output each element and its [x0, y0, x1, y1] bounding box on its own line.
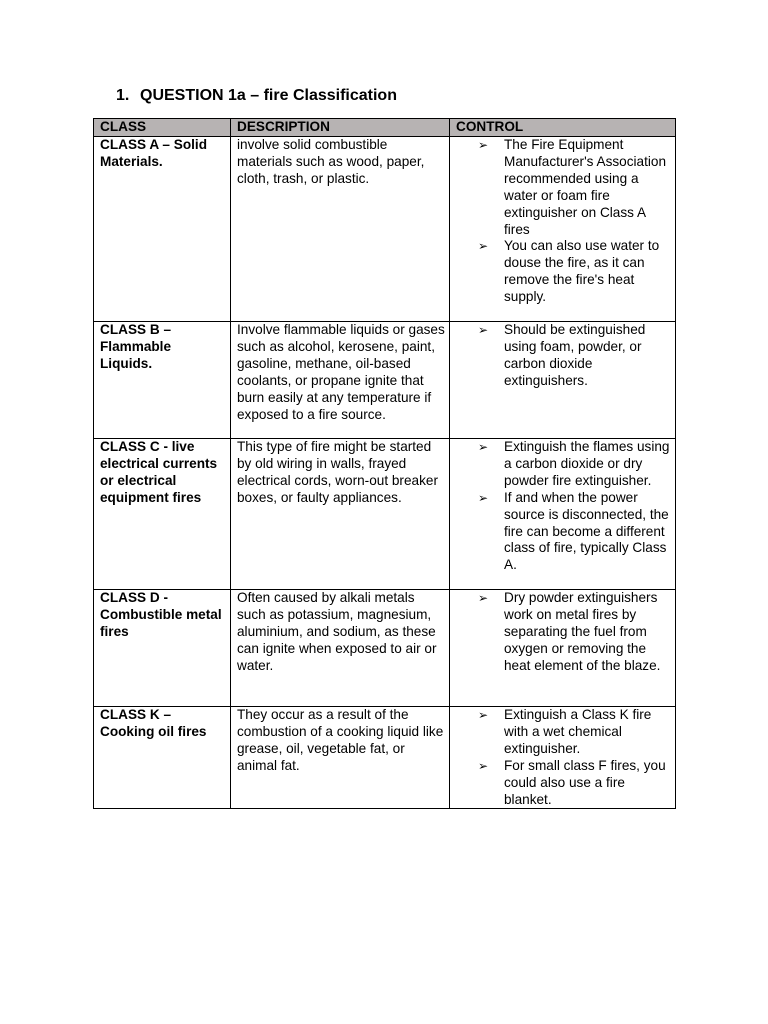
- control-item: [478, 322, 671, 390]
- control-item: [478, 590, 671, 675]
- control-text: The Fire Equipment Manufacturer's Association recommended using a water or foam fire extinguisher on Class A fires: [504, 137, 667, 237]
- fire-classification-table: [93, 118, 676, 809]
- control-list: [456, 439, 671, 574]
- control-cell: [450, 707, 676, 809]
- control-text: You can also use water to douse the fire, as it can remove the fire's heat supply.: [504, 238, 660, 305]
- heading-number: 1.: [116, 87, 130, 104]
- class-cell: CLASS K – Cooking oil fires: [94, 707, 231, 809]
- arrow-bullet-icon: ➢: [478, 138, 489, 152]
- control-text: Dry powder extinguishers work on metal fires by separating the fuel from oxygen or removing the heat element of the blaze.: [504, 590, 661, 673]
- control-text: Should be extinguished using foam, powder, or carbon dioxide extinguishers.: [504, 322, 646, 388]
- arrow-bullet-icon: ➢: [478, 758, 489, 773]
- control-cell: [450, 322, 676, 439]
- control-text: Extinguish the flames using a carbon dioxide or dry powder fire extinguisher.: [504, 439, 670, 488]
- control-list: [456, 322, 671, 390]
- control-item: [478, 490, 671, 575]
- control-text: Extinguish a Class K fire with a wet chemical extinguisher.: [504, 707, 652, 756]
- arrow-bullet-icon: ➢: [478, 440, 489, 454]
- description-cell: Often caused by alkali metals such as potassium, magnesium, aluminium, and sodium, as these can ignite when exposed to air or water.: [231, 590, 450, 707]
- control-list: [456, 137, 671, 306]
- arrow-bullet-icon: ➢: [478, 239, 489, 254]
- arrow-bullet-icon: ➢: [478, 708, 489, 722]
- header-description: DESCRIPTION: [231, 119, 450, 137]
- control-list: [456, 707, 671, 808]
- control-text: For small class F fires, you could also use a fire blanket.: [504, 757, 666, 807]
- table-row-class-c: [94, 439, 676, 590]
- arrow-bullet-icon: ➢: [478, 591, 489, 605]
- table-header-row: [94, 119, 676, 137]
- arrow-bullet-icon: ➢: [478, 490, 489, 505]
- header-control: CONTROL: [450, 119, 676, 137]
- control-cell: [450, 137, 676, 322]
- control-item: [478, 439, 671, 490]
- table-row-class-a: [94, 137, 676, 322]
- control-list: [456, 590, 671, 675]
- class-cell: CLASS C - live electrical currents or electrical equipment fires: [94, 439, 231, 590]
- control-text: If and when the power source is disconnected, the fire can become a different class of fire, typically Class A.: [504, 489, 669, 573]
- table-row-class-k: [94, 707, 676, 809]
- description-cell: involve solid combustible materials such as wood, paper, cloth, trash, or plastic.: [231, 137, 450, 322]
- class-cell: CLASS A – Solid Materials.: [94, 137, 231, 322]
- description-cell: This type of fire might be started by old wiring in walls, frayed electrical cords, worn-out breaker boxes, or faulty appliances.: [231, 439, 450, 590]
- page-heading: [116, 87, 397, 105]
- description-cell: Involve flammable liquids or gases such as alcohol, kerosene, paint, gasoline, methane, oil-based coolants, or propane ignite that burn easily at any temperature if exposed to a fire source.: [231, 322, 450, 439]
- control-cell: [450, 439, 676, 590]
- table-row-class-b: [94, 322, 676, 439]
- heading-title: QUESTION 1a – fire Classification: [140, 87, 397, 104]
- control-item: [478, 758, 671, 809]
- control-cell: [450, 590, 676, 707]
- class-cell: CLASS B – Flammable Liquids.: [94, 322, 231, 439]
- arrow-bullet-icon: ➢: [478, 323, 489, 337]
- control-item: [478, 137, 671, 238]
- control-item: [478, 238, 671, 306]
- table-row-class-d: [94, 590, 676, 707]
- header-class: CLASS: [94, 119, 231, 137]
- control-item: [478, 707, 671, 758]
- class-cell: CLASS D - Combustible metal fires: [94, 590, 231, 707]
- description-cell: They occur as a result of the combustion of a cooking liquid like grease, oil, vegetable fat, or animal fat.: [231, 707, 450, 809]
